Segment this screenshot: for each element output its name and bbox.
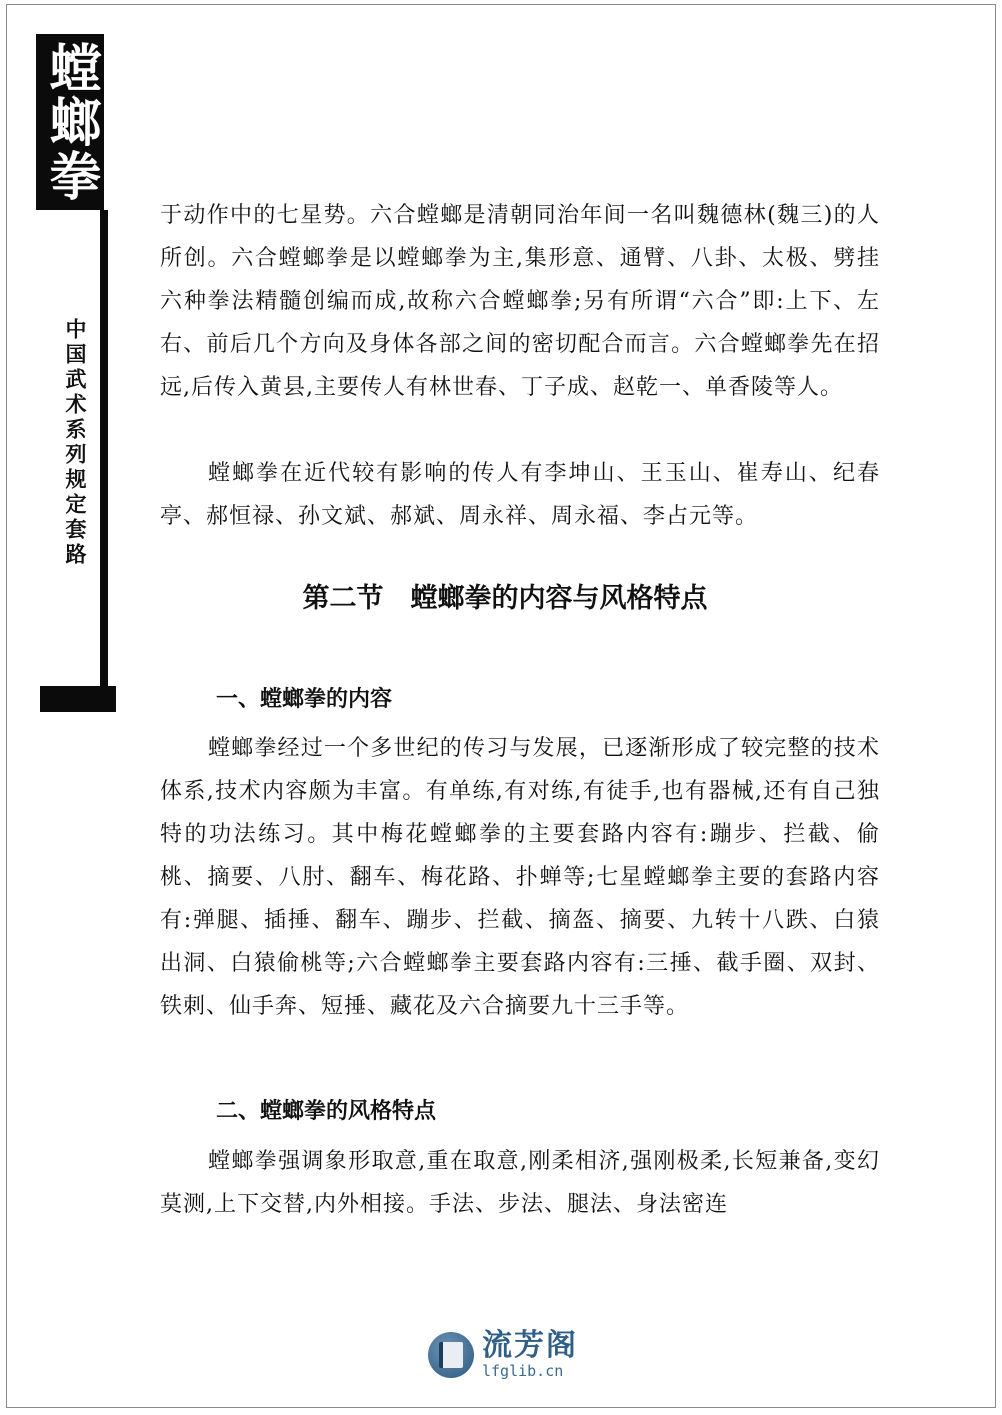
watermark-name: 流芳阁 <box>482 1328 578 1363</box>
intro-text <box>160 194 880 409</box>
style-paragraph: 螳螂拳强调象形取意,重在取意,刚柔相济,强刚极柔,长短兼备,变幻莫测,上下交替,内外相接。手法、步法、腿法、身法密连 <box>160 1149 880 1217</box>
book-logo-icon <box>428 1332 474 1378</box>
spine-title-block <box>36 34 104 210</box>
content-paragraph: 螳螂拳经过一个多世纪的传习与发展，已逐渐形成了较完整的技术体系,技术内容颇为丰富。有单练,有对练,有徒手,也有器械,还有自己独特的功法练习。其中梅花螳螂拳的主要套路内容有:蹦步、拦截、偷桃、摘要、八肘、翻车、梅花路、扑蝉等;七星螳螂拳主要的套路内容有:弹腿、插捶、翻车、蹦步、拦截、摘盔、摘要、九转十八跌、白猿出洞、白猿偷桃等;六合螳螂拳主要套路内容有:三捶、截手圈、双封、铁刺、仙手奔、短捶、藏花及六合摘要九十三手等。 <box>160 736 880 1019</box>
content-text <box>160 727 880 1028</box>
successors-paragraph: 螳螂拳在近代较有影响的传人有李坤山、王玉山、崔寿山、纪春亭、郝恒禄、孙文斌、郝斌、周永祥、周永福、李占元等。 <box>160 461 880 529</box>
section-title: 第二节 螳螂拳的内容与风格特点 <box>302 583 708 614</box>
spine-rule <box>100 210 108 688</box>
style-text <box>160 1140 880 1226</box>
subsection-title-content: 一、螳螂拳的内容 <box>216 686 393 712</box>
series-label: 中国武术系列规定套路 <box>63 318 88 568</box>
watermark <box>428 1330 578 1380</box>
intro-paragraph: 于动作中的七星势。六合螳螂是清朝同治年间一名叫魏德林(魏三)的人所创。六合螳螂拳是以螳螂拳为主,集形意、通臂、八卦、太极、劈挂六种拳法精髓创编而成,故称六合螳螂拳;另有所谓“六合”即:上下、左右、前后几个方向及身体各部之间的密切配合而言。六合螳螂拳先在招远,后传入黄县,主要传人有林世春、丁子成、赵乾一、单香陵等人。 <box>160 203 880 400</box>
spine-title: 螳螂拳 <box>40 41 101 203</box>
watermark-url: lfglib.cn <box>482 1362 564 1380</box>
subsection-title-style: 二、螳螂拳的风格特点 <box>216 1098 437 1124</box>
successors-text <box>160 452 880 538</box>
spine-bar <box>40 686 116 712</box>
